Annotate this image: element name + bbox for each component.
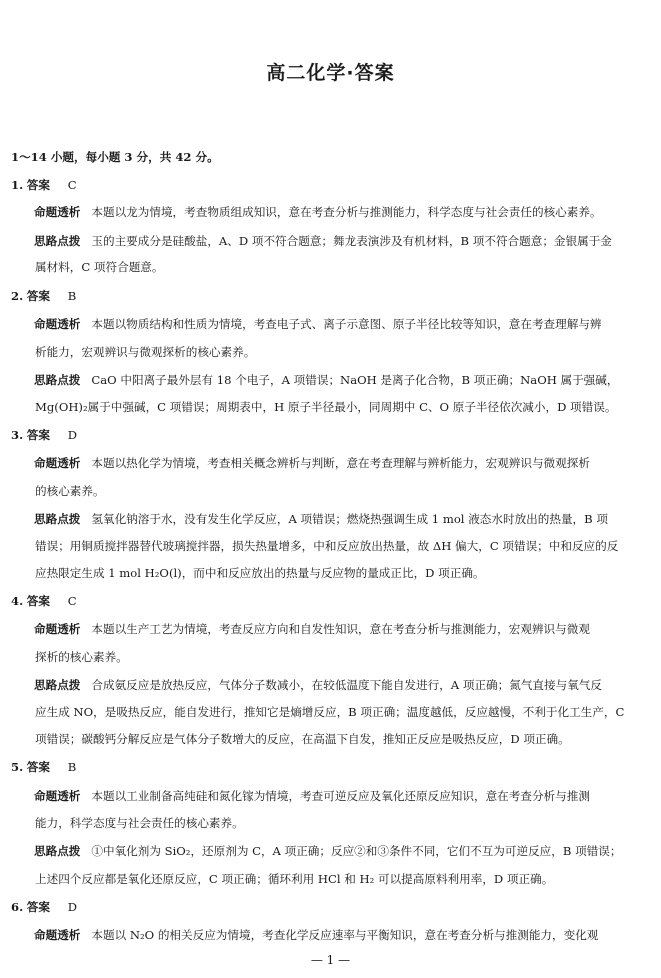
question-1-header xyxy=(11,178,77,192)
answer-label: 答案 xyxy=(26,289,50,303)
analysis-text: 本题以生产工艺为情境，考查反应方向和自发性知识，意在考查分析与推测能力，宏观辨识与微观 xyxy=(91,622,590,636)
hint-text: 玉的主要成分是硅酸盐，A、D 项不符合题意；舞龙表演涉及有机材料，B 项不符合题意；金银属于金 xyxy=(91,234,612,248)
hint-text: 氢氧化钠溶于水，没有发生化学反应，A 项错误；燃烧热强调生成 1 mol 液态水时放出的热量，B 项 xyxy=(91,512,608,526)
analysis-text: 本题以 N₂O 的相关反应为情境，考查化学反应速率与平衡知识，意在考查分析与推测能力，变化观 xyxy=(91,928,599,942)
question-2-header xyxy=(11,289,76,303)
intro-text: 1～14 小题，每小题 3 分，共 42 分。 xyxy=(11,150,219,164)
analysis-text-cont: 探析的核心素养。 xyxy=(35,650,128,664)
answer-label: 答案 xyxy=(26,178,50,192)
q2-analysis xyxy=(34,317,602,331)
answer-value: D xyxy=(67,428,77,442)
analysis-text-cont: 能力，科学态度与社会责任的核心素养。 xyxy=(35,816,244,830)
hint-label: 思路点拨 xyxy=(34,373,81,387)
hint-label: 思路点拨 xyxy=(34,844,81,858)
answer-value: C xyxy=(67,178,77,192)
q1-analysis xyxy=(34,205,602,219)
analysis-label: 命题透析 xyxy=(34,622,81,636)
analysis-text: 本题以热化学为情境，考查相关概念辨析与判断，意在考查理解与辨析能力，宏观辨识与微观探析 xyxy=(91,456,590,470)
question-number: 6. xyxy=(11,900,24,914)
hint-text-cont: 错误；用铜质搅拌器替代玻璃搅拌器，损失热量增多，中和反应放出热量，故 ΔH 偏大，C 项错误；中和反应的反 xyxy=(35,539,619,553)
q3-analysis xyxy=(34,456,590,470)
q4-hint xyxy=(34,678,602,692)
answer-value: B xyxy=(67,760,77,774)
hint-text: ①中氧化剂为 SiO₂，还原剂为 C，A 项正确；反应②和③条件不同，它们不互为可逆反应，B 项错误； xyxy=(91,844,622,858)
q2-hint xyxy=(34,373,618,387)
question-number: 4. xyxy=(11,594,24,608)
hint-text-cont: 属材料，C 项符合题意。 xyxy=(35,260,164,274)
hint-text: CaO 中阳离子最外层有 18 个电子，A 项错误；NaOH 是离子化合物，B 项正确；NaOH 属于强碱， xyxy=(91,373,619,387)
answer-label: 答案 xyxy=(26,900,50,914)
q4-analysis xyxy=(34,622,590,636)
hint-label: 思路点拨 xyxy=(34,678,81,692)
q3-hint xyxy=(34,512,608,526)
hint-text: 合成氨反应是放热反应，气体分子数减小，在较低温度下能自发进行，A 项正确；氮气直接与氧气反 xyxy=(91,678,602,692)
analysis-label: 命题透析 xyxy=(34,456,81,470)
page-title: 高二化学·答案 xyxy=(266,62,395,84)
analysis-text-cont: 析能力，宏观辨识与微观探析的核心素养。 xyxy=(35,345,256,359)
hint-text-cont: 项错误；碳酸钙分解反应是气体分子数增大的反应，在高温下自发，推知正反应是吸热反应，D 项正确。 xyxy=(35,732,570,746)
answer-value: D xyxy=(67,900,77,914)
answer-value: B xyxy=(67,289,77,303)
answer-label: 答案 xyxy=(26,594,50,608)
analysis-text: 本题以工业制备高纯硅和氮化镓为情境，考查可逆反应及氧化还原反应知识，意在考查分析与推测 xyxy=(91,789,590,803)
hint-text-cont: Mg(OH)₂属于中强碱，C 项错误；周期表中，H 原子半径最小，同周期中 C、O 原子半径依次减小，D 项错误。 xyxy=(35,400,617,414)
question-number: 3. xyxy=(11,428,24,442)
question-4-header xyxy=(11,594,77,608)
hint-label: 思路点拨 xyxy=(34,512,81,526)
analysis-text: 本题以物质结构和性质为情境，考查电子式、离子示意图、原子半径比较等知识，意在考查理解与辨 xyxy=(91,317,602,331)
analysis-text-cont: 的核心素养。 xyxy=(35,484,105,498)
page-number: — 1 — xyxy=(310,953,351,967)
question-5-header xyxy=(11,760,76,774)
question-number: 2. xyxy=(11,289,24,303)
q1-hint xyxy=(34,234,612,248)
answer-label: 答案 xyxy=(26,760,50,774)
answer-label: 答案 xyxy=(26,428,50,442)
question-3-header xyxy=(11,428,77,442)
hint-label: 思路点拨 xyxy=(34,234,81,248)
analysis-label: 命题透析 xyxy=(34,928,81,942)
question-number: 5. xyxy=(11,760,24,774)
hint-text-cont: 应热限定生成 1 mol H₂O(l)，而中和反应放出的热量与反应物的量成正比，D 项正确。 xyxy=(35,566,485,580)
analysis-text: 本题以龙为情境，考查物质组成知识，意在考查分析与推测能力，科学态度与社会责任的核心素养。 xyxy=(91,205,602,219)
q6-analysis xyxy=(34,928,598,942)
answer-value: C xyxy=(67,594,77,608)
q5-analysis xyxy=(34,789,590,803)
analysis-label: 命题透析 xyxy=(34,317,81,331)
q5-hint xyxy=(34,844,621,858)
analysis-label: 命题透析 xyxy=(34,789,81,803)
hint-text-cont: 上述四个反应都是氧化还原反应，C 项正确；循环利用 HCl 和 H₂ 可以提高原料利用率，D 项正确。 xyxy=(35,872,554,886)
hint-text-cont: 应生成 NO，是吸热反应，能自发进行，推知它是熵增反应，B 项正确；温度越低，反应越慢，不利于化工生产，C xyxy=(35,705,625,719)
analysis-label: 命题透析 xyxy=(34,205,81,219)
question-number: 1. xyxy=(11,178,24,192)
question-6-header xyxy=(11,900,77,914)
